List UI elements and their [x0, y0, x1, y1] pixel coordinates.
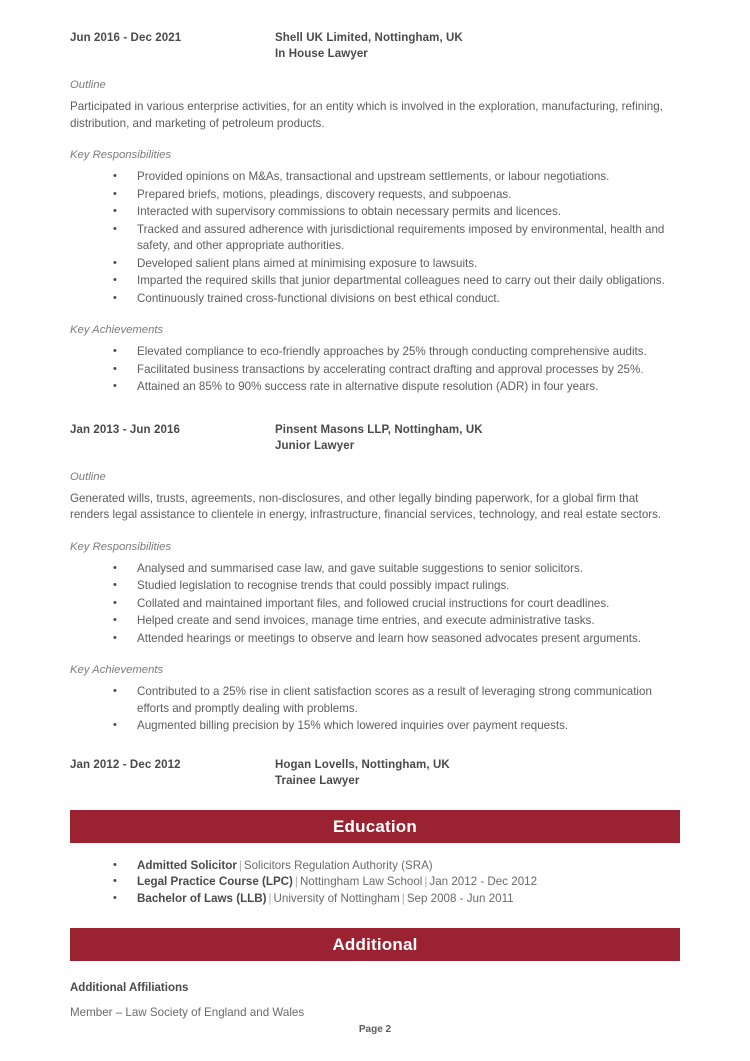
separator: |: [401, 891, 405, 905]
additional-subheading: Additional Affiliations: [70, 982, 189, 994]
outline-text: Participated in various enterprise activities, for an entity which is involved in the exploration, manufacturing, refining, distribution, and marketing of petroleum products.: [70, 100, 663, 130]
list-item: • Developed salient plans aimed at minimising exposure to lawsuits.: [70, 256, 680, 273]
list-item: [70, 858, 680, 875]
experience-dates: Jan 2013 - Jun 2016: [70, 423, 180, 436]
outline-label: Outline: [70, 470, 106, 483]
experience-job-title: Trainee Lawyer: [275, 774, 360, 787]
education-name: Legal Practice Course (LPC): [137, 875, 293, 888]
list-item: • Helped create and send invoices, manage time entries, and execute administrative tasks.: [70, 613, 680, 630]
list-item: • Continuously trained cross-functional divisions on best ethical conduct.: [70, 291, 680, 308]
experience-job-title: Junior Lawyer: [275, 439, 355, 452]
responsibilities-list: [70, 169, 680, 307]
experience-dates: Jan 2012 - Dec 2012: [70, 758, 181, 771]
section-header-additional: Additional: [70, 928, 680, 961]
additional-text: Member – Law Society of England and Wales: [70, 1006, 305, 1019]
outline-text: Generated wills, trusts, agreements, non-disclosures, and other legally binding paperwork, for a global firm that renders legal assistance to clientele in energy, infrastructure, financial services, technology, and real estate sectors.: [70, 491, 662, 521]
list-item: • Contributed to a 25% rise in client satisfaction scores as a result of leveraging strong communication efforts and promptly dealing with problems.: [70, 684, 680, 717]
separator: |: [294, 875, 298, 888]
experience-entry-header: [70, 757, 680, 789]
section-header-education: Education: [70, 810, 680, 843]
education-name: Bachelor of Laws (LLB): [137, 891, 267, 905]
achievements-label: Key Achievements: [70, 664, 164, 676]
list-item: • Facilitated business transactions by accelerating contract drafting and approval processes by 25%.: [70, 362, 680, 379]
education-dates: Jan 2012 - Dec 2012: [429, 875, 538, 888]
achievements-label: Key Achievements: [70, 324, 164, 336]
list-item: • Augmented billing precision by 15% which lowered inquiries over payment requests.: [70, 718, 680, 735]
education-detail: University of Nottingham: [273, 891, 400, 905]
experience-job-title: In House Lawyer: [275, 48, 368, 60]
list-item: • Analysed and summarised case law, and gave suitable suggestions to senior solicitors.: [70, 561, 680, 578]
list-item: • Imparted the required skills that junior departmental colleagues need to carry out their daily obligations.: [70, 273, 680, 290]
education-dates: Sep 2008 - Jun 2011: [406, 891, 514, 905]
separator: |: [268, 891, 272, 905]
experience-entry-header: [70, 422, 680, 454]
education-detail: Nottingham Law School: [299, 875, 423, 888]
education-list: [70, 858, 680, 908]
page-footer: Page 2: [358, 1024, 392, 1035]
list-item: [70, 874, 680, 891]
separator: |: [424, 875, 428, 888]
list-item: [70, 891, 680, 908]
separator: |: [238, 858, 242, 872]
responsibilities-list: [70, 561, 680, 648]
list-item: • Interacted with supervisory commissions to obtain necessary permits and licences.: [70, 204, 680, 221]
experience-company-block: [275, 757, 680, 789]
list-item: • Collated and maintained important files, and followed crucial instructions for court deadlines.: [70, 596, 680, 613]
education-name: Admitted Solicitor: [137, 858, 237, 872]
achievements-list: [70, 344, 680, 396]
experience-company: Shell UK Limited, Nottingham, UK: [275, 32, 463, 44]
experience-entry-header: [70, 0, 680, 62]
experience-company: Pinsent Masons LLP, Nottingham, UK: [275, 423, 483, 436]
list-item: • Attained an 85% to 90% success rate in alternative dispute resolution (ADR) in four years.: [70, 379, 680, 396]
achievements-list: [70, 684, 680, 735]
experience-company-block: [275, 422, 680, 454]
responsibilities-label: Key Responsibilities: [70, 540, 172, 553]
education-detail: Solicitors Regulation Authority (SRA): [243, 858, 433, 872]
outline-label: Outline: [70, 79, 106, 91]
experience-dates: Jun 2016 - Dec 2021: [70, 32, 182, 44]
responsibilities-label: Key Responsibilities: [70, 149, 172, 161]
list-item: • Provided opinions on M&As, transactional and upstream settlements, or labour negotiations.: [70, 169, 680, 186]
experience-company: Hogan Lovells, Nottingham, UK: [275, 758, 450, 771]
list-item: • Elevated compliance to eco-friendly approaches by 25% through conducting comprehensive audits.: [70, 344, 680, 361]
list-item: • Prepared briefs, motions, pleadings, discovery requests, and subpoenas.: [70, 187, 680, 204]
list-item: • Tracked and assured adherence with jurisdictional requirements imposed by environmental, health and safety, and other appropriate authorities.: [70, 222, 680, 255]
list-item: • Studied legislation to recognise trends that could possibly impact rulings.: [70, 578, 680, 595]
list-item: • Attended hearings or meetings to observe and learn how seasoned advocates present arguments.: [70, 631, 680, 648]
experience-company-block: [275, 30, 680, 62]
